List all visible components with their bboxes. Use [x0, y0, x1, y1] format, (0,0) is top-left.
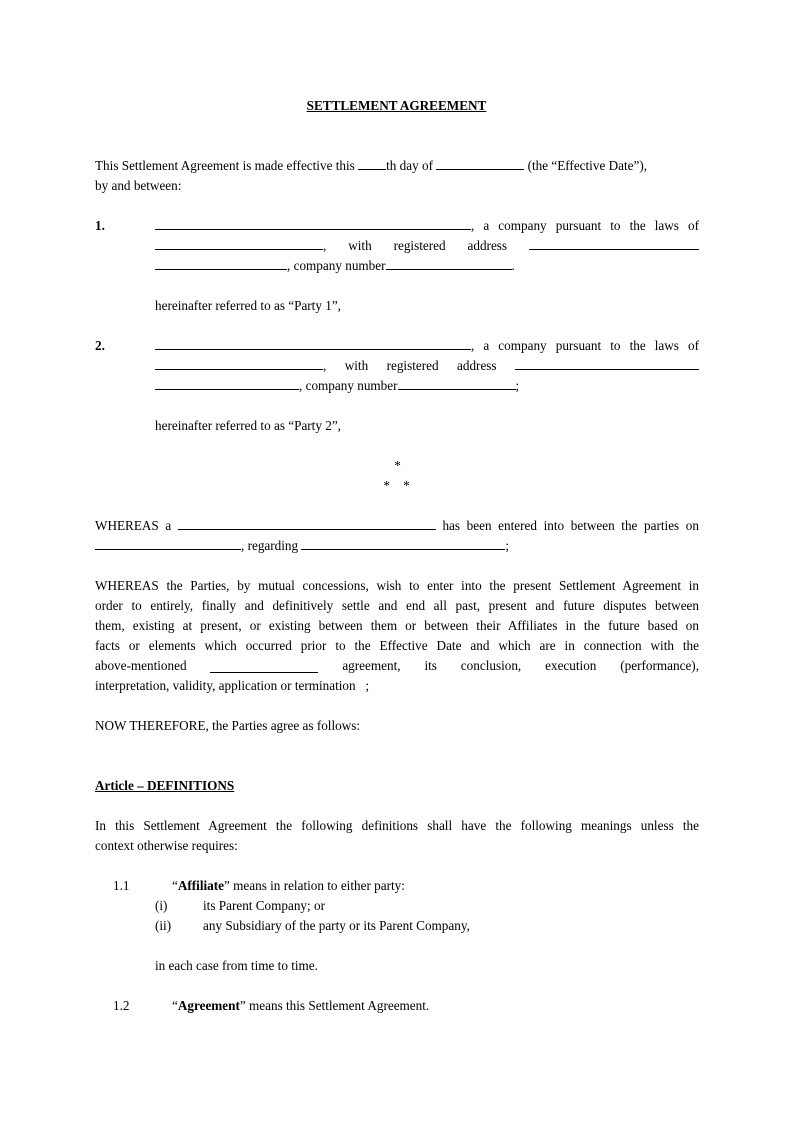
- whereas2-line: WHEREAS the Parties, by mutual concessions, wish to enter into the present Settlement Agreement in: [95, 578, 699, 593]
- whereas2-line: facts or elements which occurred prior to the Effective Date and which are in connection with the: [95, 638, 699, 653]
- party2-end: ;: [515, 378, 520, 393]
- asterism-bottom: * *: [383, 478, 410, 493]
- def-1-2-number: 1.2: [113, 998, 130, 1013]
- party1-address-blank: [529, 236, 699, 250]
- party1-name-blank: [155, 216, 471, 230]
- party1-company-number-blank: [386, 256, 512, 270]
- intro-by-between: by and between:: [95, 178, 182, 193]
- party1-line3: [155, 256, 699, 276]
- asterism-top: *: [394, 458, 401, 473]
- intro-text-day: th day of: [386, 158, 437, 173]
- party2-laws-blank: [155, 356, 323, 370]
- party2-address-blank: [515, 356, 699, 370]
- whereas2-word: its: [424, 658, 437, 673]
- whereas2-line: order to entirely, finally and definitively settle and end all past, present and future disputes between: [95, 598, 699, 613]
- party2-comma: ,: [323, 358, 327, 373]
- def-1-1-item-marker: (i): [155, 898, 168, 913]
- whereas2-word: (performance),: [620, 658, 699, 673]
- party2-number: 2.: [95, 338, 105, 353]
- intro-text-effective: (the “Effective Date”),: [524, 158, 648, 173]
- party2-line1: [155, 336, 699, 356]
- party2-address: address: [457, 358, 497, 373]
- document-title: SETTLEMENT AGREEMENT: [306, 98, 487, 113]
- party2-address-blank2: [155, 376, 299, 390]
- whereas1-text-post: has been entered into between the parties on: [435, 518, 699, 533]
- party1-address: address: [467, 238, 508, 253]
- day-blank: [358, 156, 386, 170]
- party2-name-blank: [155, 336, 471, 350]
- party2-company-number-label: , company number: [299, 378, 398, 393]
- def-1-1-term: Affiliate: [177, 878, 224, 893]
- intro-line: [95, 156, 699, 176]
- party1-line2: [155, 236, 699, 256]
- party2-line2: [155, 356, 699, 376]
- whereas2-word: above-mentioned: [95, 658, 187, 673]
- def-1-1-open-quote: “: [172, 878, 178, 893]
- intro-text: This Settlement Agreement is made effective this: [95, 158, 359, 173]
- whereas2-agreement-blank: [210, 659, 318, 673]
- party1-laws-text: , a company pursuant to the laws of: [471, 218, 699, 233]
- def-1-2-open-quote: “: [172, 998, 178, 1013]
- party2-registered: registered: [386, 358, 439, 373]
- article-intro-line2: context otherwise requires:: [95, 838, 238, 853]
- party1-with: with: [348, 238, 372, 253]
- whereas2-word: agreement,: [342, 658, 401, 673]
- def-1-1-item-marker: (ii): [155, 918, 172, 933]
- whereas1-line1: [95, 516, 699, 536]
- whereas1-agreement-blank: [178, 516, 436, 530]
- whereas1-end: ;: [505, 538, 510, 553]
- party2-laws-text: , a company pursuant to the laws of: [471, 338, 699, 353]
- def-1-1-item-text: its Parent Company; or: [203, 898, 325, 913]
- whereas2-line: them, existing at present, or existing between them or between their Affiliates in the future based on: [95, 618, 699, 633]
- def-1-2-term: Agreement: [177, 998, 240, 1013]
- party2-referred: hereinafter referred to as “Party 2”,: [155, 418, 341, 433]
- now-therefore: NOW THEREFORE, the Parties agree as follows:: [95, 718, 361, 733]
- month-blank: [436, 156, 524, 170]
- def-1-2-rest: ” means this Settlement Agreement.: [239, 998, 430, 1013]
- whereas2-line6: interpretation, validity, application or termination ;: [95, 678, 370, 693]
- whereas1-regarding: , regarding: [241, 538, 302, 553]
- party1-registered: registered: [393, 238, 446, 253]
- whereas1-text: WHEREAS a: [95, 518, 178, 533]
- whereas2-word: conclusion,: [460, 658, 522, 673]
- party2-company-number-blank: [398, 376, 516, 390]
- def-1-1-tail: in each case from time to time.: [155, 958, 318, 973]
- party1-laws-blank: [155, 236, 323, 250]
- party1-comma: ,: [323, 238, 327, 253]
- party1-referred: hereinafter referred to as “Party 1”,: [155, 298, 341, 313]
- party2-with: with: [344, 358, 369, 373]
- whereas2-line5: [95, 656, 699, 676]
- party1-company-number-label: , company number: [287, 258, 386, 273]
- party1-line1: [155, 216, 699, 236]
- def-1-1-text: [172, 876, 405, 896]
- article-heading: Article – DEFINITIONS: [95, 778, 235, 793]
- party1-number: 1.: [95, 218, 105, 233]
- def-1-1-rest: ” means in relation to either party:: [224, 878, 405, 893]
- whereas1-line2: [95, 536, 699, 556]
- def-1-1-item-text: any Subsidiary of the party or its Parent Company,: [203, 918, 470, 933]
- party2-line3: [155, 376, 699, 396]
- def-1-2-text: [172, 996, 429, 1016]
- whereas1-date-blank: [95, 536, 241, 550]
- party1-address-blank2: [155, 256, 287, 270]
- party1-end: .: [511, 258, 515, 273]
- whereas2-word: execution: [545, 658, 597, 673]
- article-intro-line1: In this Settlement Agreement the following definitions shall have the following meanings unless the: [95, 818, 699, 833]
- def-1-1-number: 1.1: [113, 878, 130, 893]
- whereas1-regarding-blank: [301, 536, 505, 550]
